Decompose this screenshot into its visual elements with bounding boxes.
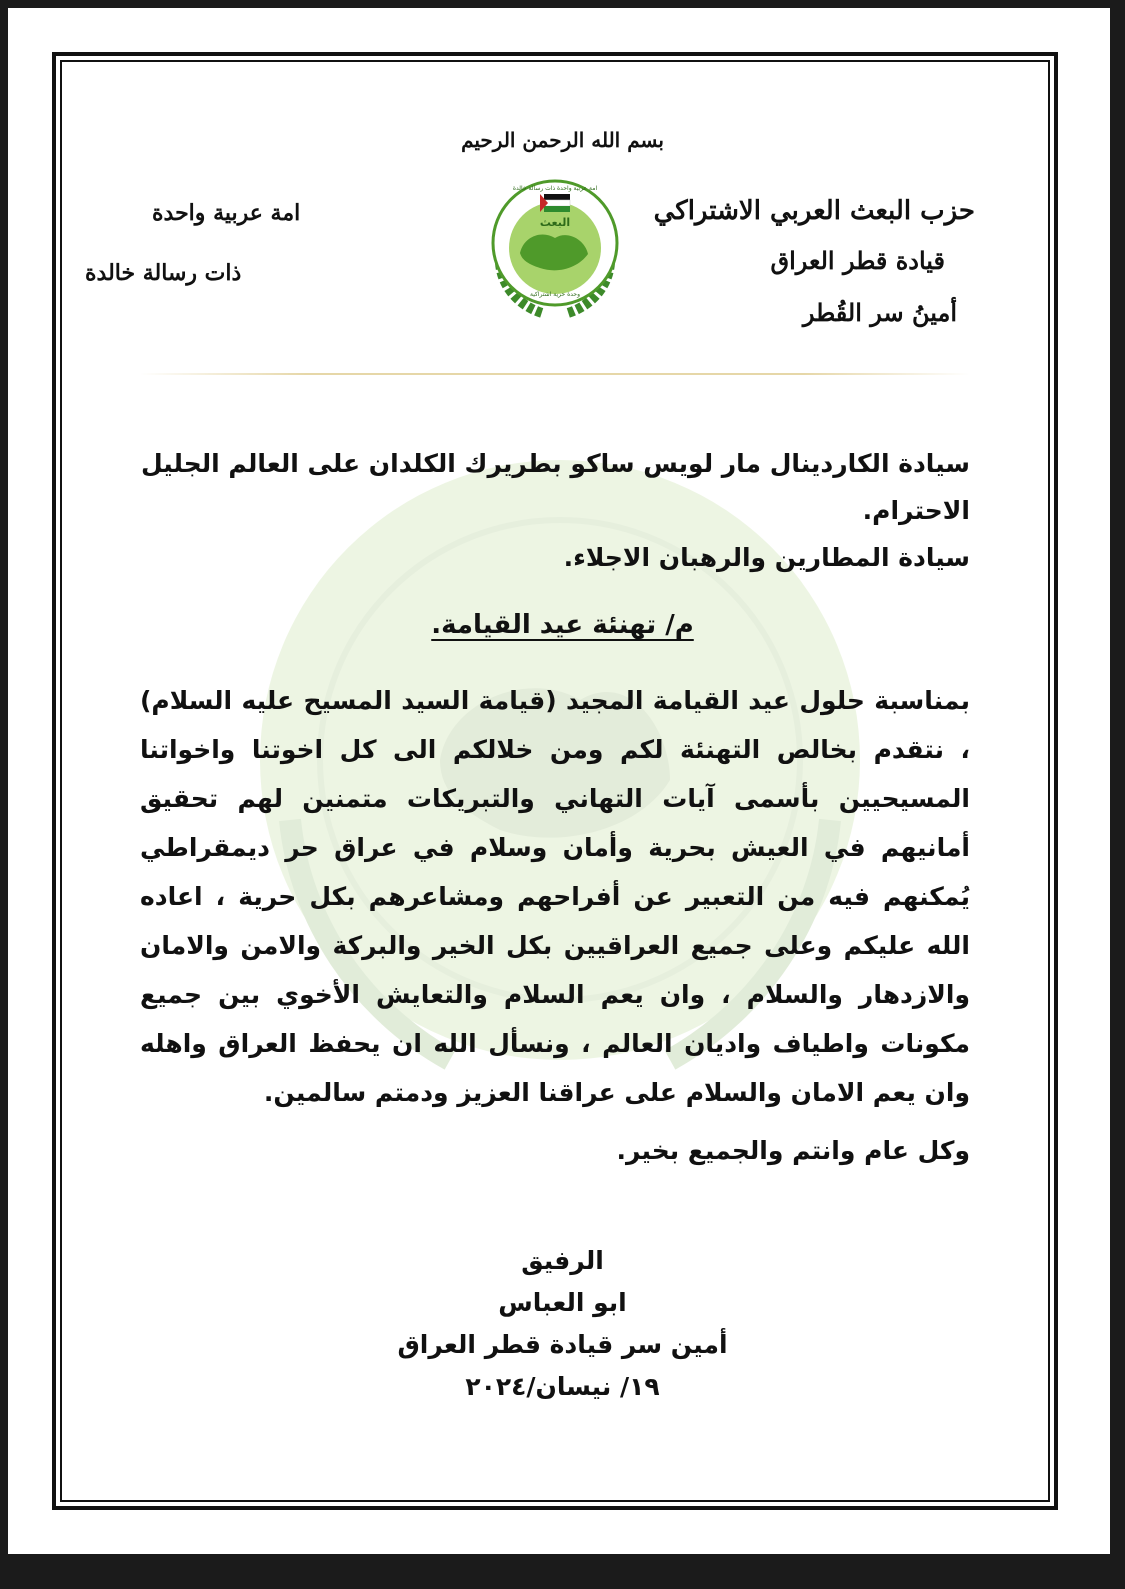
subject-text: م/ تهنئة عيد القيامة. [431,610,694,640]
salutation-line-3: سيادة المطارين والرهبان الاجلاء. [563,543,970,572]
salutation-block [140,440,970,581]
basmala: بسم الله الرحمن الرحيم [461,128,664,152]
seal-bottom-text: وحدة حرية اشتراكية [530,291,580,298]
body-paragraph: بمناسبة حلول عيد القيامة المجيد (قيامة السيد المسيح عليه السلام) ، نتقدم بخالص التهنئة لكم ومن خلالكم الى كل اخوتنا واخواتنا المسيحيين بأسمى آيات التهاني والتبريكات متمنين لهم تحقيق أمانيهم في العيش بحرية وأمان وسلام في عراق حر ديمقراطي يُمكنهم فيه من التعبير عن أفراحهم ومشاعرهم بكل حرية ، اعاده الله عليكم وعلى جميع العراقيين بكل الخير والبركة والامن والامان والازدهار والسلام ، وان يعم السلام والتعايش الأخوي بين جميع مكونات واطياف واديان العالم ، ونسأل الله ان يحفظ العراق واهله وان يعم الامان والسلام على عراقنا العزيز ودمتم سالمين. [140,686,970,1107]
signature-position: أمين سر قيادة قطر العراق [397,1330,728,1359]
seal-flag-black [544,194,570,200]
subject-line [0,610,1125,640]
signature-title: الرفيق [521,1246,604,1275]
signature-name: ابو العباس [498,1288,627,1317]
seal-ring-text: امة عربية واحدة ذات رسالة خالدة [512,185,598,192]
salutation-line-2: الاحترام. [862,496,970,525]
regional-command: قيادة قطر العراق [770,246,945,275]
header-divider [140,373,970,375]
closing-block [140,1136,970,1165]
party-seal-logo [480,168,630,318]
slogan-one-nation: امة عربية واحدة [152,200,301,226]
seal-title: البعث [539,216,571,229]
slogan-eternal-message: ذات رسالة خالدة [85,260,242,286]
seal-flag-green [544,206,570,212]
closing-line: وكل عام وانتم والجميع بخير. [616,1136,970,1165]
regional-secretary: أمينُ سر القُطر [802,298,957,327]
party-name: حزب البعث العربي الاشتراكي [653,196,975,226]
body-block [140,676,970,1117]
signature-date: ١٩/ نيسان/٢٠٢٤ [465,1372,660,1401]
signature-block [0,1240,1125,1408]
salutation-line-1: سيادة الكاردينال مار لويس ساكو بطريرك الكلدان على العالم الجليل [140,449,970,478]
